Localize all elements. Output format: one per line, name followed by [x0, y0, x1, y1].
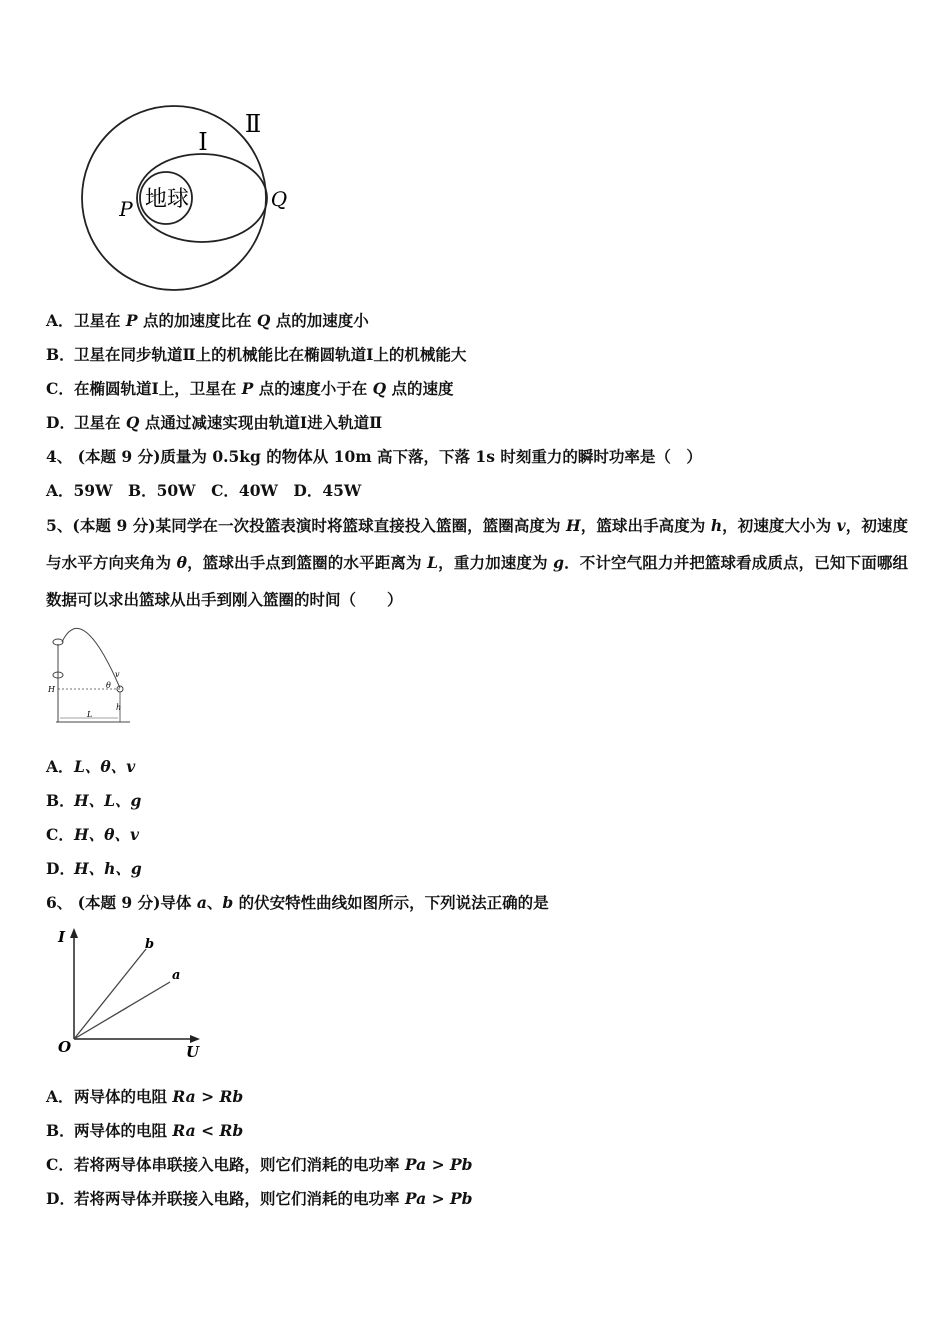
fig-label-theta: θ — [106, 681, 111, 690]
q6-option-d: D．若将两导体并联接入电路，则它们消耗的电功率 Pa > Pb — [46, 1189, 473, 1208]
u-axis-label: U — [186, 1043, 200, 1061]
fig-label-l: L — [87, 710, 93, 719]
q4-stem: 4、 (本题 9 分)质量为 0.5kg 的物体从 10m 高下落，下落 1s 时刻重力的瞬时功率是（ ） — [46, 447, 702, 466]
point-q-label: Q — [270, 187, 288, 211]
q5-option-c: C．H、θ、v — [46, 825, 139, 844]
iv-graph — [52, 924, 212, 1064]
q5-option-d: D．H、h、g — [46, 859, 142, 878]
line-b — [74, 949, 146, 1039]
ball-trajectory — [62, 628, 120, 688]
u-axis-arrow — [190, 1035, 200, 1043]
i-axis-arrow — [70, 928, 78, 938]
line-b-label: b — [145, 937, 155, 952]
fig-label-h-upper: H — [48, 685, 55, 694]
q4-options: A．59W B．50W C．40W D．45W — [46, 481, 362, 500]
origin-label: O — [58, 1038, 72, 1056]
point-p-label: P — [119, 197, 133, 221]
q5-stem: 5、(本题 9 分)某同学在一次投篮表演时将篮球直接投入篮圈，篮圈高度为 H，篮球出手高度为 h，初速度大小为 v，初速度与水平方向夹角为 θ，篮球出手点到篮圈的水平距离为 L，重力加速度为 g．不计空气阻力并把篮球看成质点，已知下面哪组数据可以求出篮球从出手到刚入篮圈的时间（ ） — [46, 516, 908, 609]
orbit-2-label: Ⅱ — [244, 110, 262, 138]
earth-label: 地球 — [144, 187, 190, 212]
i-axis-label: I — [58, 928, 66, 946]
line-a-label: a — [172, 968, 181, 983]
basketball-figure — [44, 622, 134, 726]
q6-option-c: C．若将两导体串联接入电路，则它们消耗的电功率 Pa > Pb — [46, 1155, 473, 1174]
q5-option-b: B．H、L、g — [46, 791, 142, 810]
fig-label-v: v — [115, 670, 120, 679]
line-a — [74, 982, 170, 1039]
q5-option-a: A．L、θ、v — [46, 757, 136, 776]
q6-option-b: B．两导体的电阻 Ra < Rb — [46, 1121, 244, 1140]
q3-option-b: B．卫星在同步轨道Ⅱ上的机械能比在椭圆轨道Ⅰ上的机械能大 — [46, 345, 467, 364]
orbit-figure — [70, 100, 310, 300]
q3-option-d: D．卫星在 Q 点通过减速实现由轨道Ⅰ进入轨道Ⅱ — [46, 413, 383, 432]
orbit-1-label: Ⅰ — [198, 128, 208, 156]
q3-option-c: C．在椭圆轨道Ⅰ上，卫星在 P 点的速度小于在 Q 点的速度 — [46, 379, 454, 398]
q6-stem: 6、 (本题 9 分)导体 a、b 的伏安特性曲线如图所示，下列说法正确的是 — [46, 893, 549, 912]
fig-label-h-lower: h — [116, 703, 122, 712]
q6-option-a: A．两导体的电阻 Ra > Rb — [46, 1087, 244, 1106]
q3-option-a: A．卫星在 P 点的加速度比在 Q 点的加速度小 — [46, 311, 369, 330]
